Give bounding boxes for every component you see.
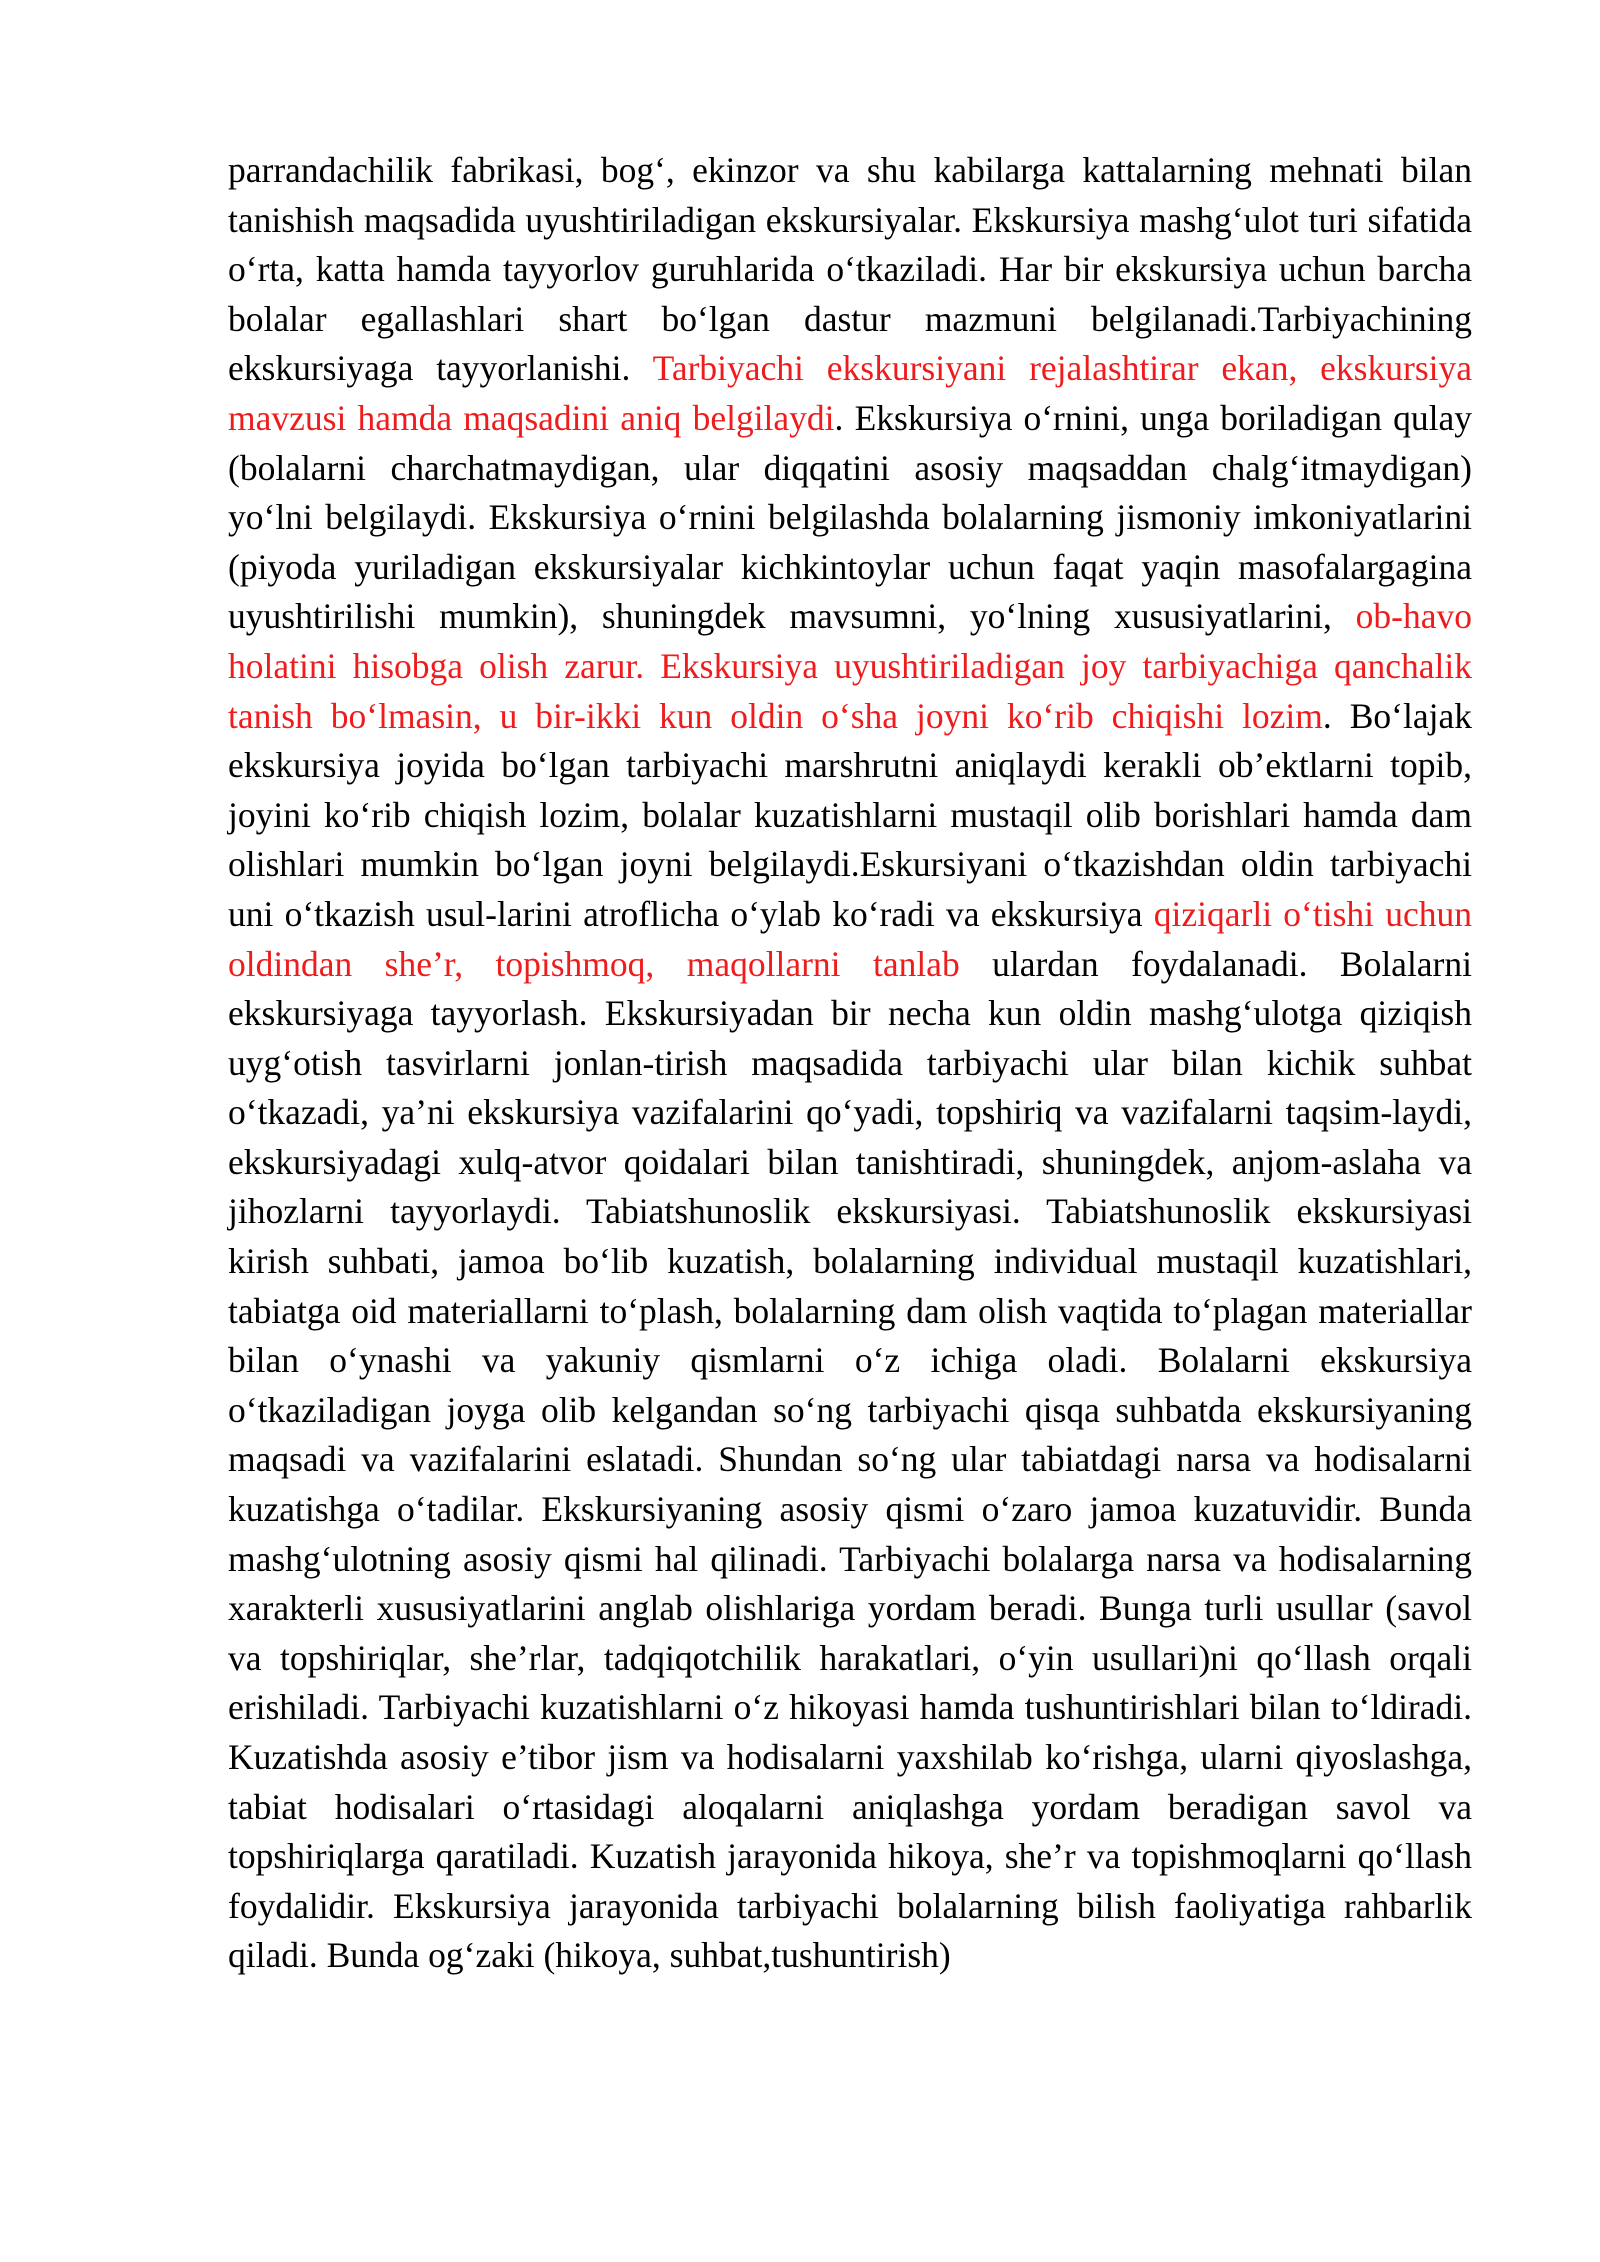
text-segment: ulardan foydalanadi. Bolalarni ekskursiyaga tayyorlash. Ekskursiyadan bir necha kun oldin mashg‘ulotga qiziqish uyg‘otish tasvirlarni jonlan-tirish maqsadida tarbiyachi ular bilan kichik suhbat o‘tkazadi, ya’ni ekskursiya vazifalarini qo‘yadi, topshiriq va vazifalarni taqsim-laydi, ekskursiyadagi xulq-atvor qoidalari bilan tanishtiradi, shuningdek, anjom-aslaha va jihozlarni tayyorlaydi. Tabiatshunoslik ekskursiyasi. Tabiatshunoslik ekskursiyasi kirish suhbati, jamoa bo‘lib kuzatish, bolalarning individual mustaqil kuzatishlari, tabiatga oid materiallarni to‘plash, bolalarning dam olish vaqtida to‘plagan materiallar bilan o‘ynashi va yakuniy qismlarni o‘z ichiga oladi. Bolalarni ekskursiya o‘tkaziladigan joyga olib kelgandan so‘ng tarbiyachi qisqa suhbatda ekskursiyaning maqsadi va vazifalarini eslatadi. Shundan so‘ng ular tabiatdagi narsa va hodisalarni kuzatishga o‘tadilar. Ekskursiyaning asosiy qismi o‘zaro jamoa kuzatuvidir. Bunda mashg‘ulotning asosiy qismi hal qilinadi. Tarbiyachi bolalarga narsa va hodisalarning xarakterli xususiyatlarini anglab olishlariga yordam beradi. Bunga turli usullar (savol va topshiriqlar, she’rlar, tadqiqotchilik harakatlari, o‘yin usullari)ni qo‘llash orqali erishiladi. Tarbiyachi kuzatishlarni o‘z hikoyasi hamda tushuntirishlari bilan to‘ldiradi. Kuzatishda asosiy e’tibor jism va hodisalarni yaxshilab ko‘rishga, ularni qiyoslashga, tabiat hodisalari o‘rtasidagi aloqalarni aniqlashga yordam beradigan savol va topshiriqlarga qaratiladi. Kuzatish jarayonida hikoya, she’r va topishmoqlarni qo‘llash foydalidir. Ekskursiya jarayonida tarbiyachi bolalarning bilish faoliyatiga rahbarlik qiladi. Bunda og‘zaki (hikoya, suhbat,tushuntirish) xyxy=(228,943,1472,1976)
text-segment: parrandachilik fabrikasi, bog‘, ekinzor va shu kabilarga kattalarning mehnati bilan tanishish maqsadida uyushtiriladigan ekskursiyalar. Ekskursiya mashg‘ulot turi sifatida o‘rta, katta hamda tayyorlov guruhlarida o‘tkaziladi. Har bir ekskursiya uchun barcha bolalar egallashlari shart bo‘lgan dastur mazmuni belgilanadi.Tarbiyachining ekskursiyaga tayyorlanishi. xyxy=(228,150,1472,389)
text-segment: . Bo‘lajak ekskursiya joyida bo‘lgan tarbiyachi marshrutni aniqlaydi kerakli ob’ektlarni topib, joyini ko‘rib chiqish lozim, bolalar kuzatishlarni mustaqil olib borishlari hamda dam olishlari mumkin bo‘lgan joyni belgilaydi.Eskursiyani o‘tkazishdan oldin tarbiyachi uni o‘tkazish usul-larini atroflicha o‘ylab ko‘radi va ekskursiya xyxy=(228,695,1472,934)
highlighted-text-segment: ob-havo holatini hisobga olish zarur. Ekskursiya uyushtiriladigan joy tarbiyachiga qanchalik tanish bo‘lmasin, u bir-ikki kun oldin o‘sha joyni ko‘rib chiqishi lozim xyxy=(228,596,1472,736)
paragraph xyxy=(228,146,1472,1981)
text-segment: . Ekskursiya o‘rnini, unga boriladigan qulay (bolalarni charchatmaydigan, ular diqqatini asosiy maqsaddan chalg‘itmaydigan) yo‘lni belgilaydi. Ekskursiya o‘rnini belgilashda bolalarning jismoniy imkoniyatlarini (piyoda yuriladigan ekskursiyalar kichkintoylar uchun faqat yaqin masofalargagina uyushtirilishi mumkin), shuningdek mavsumni, yo‘lning xususiyatlarini, xyxy=(228,397,1472,637)
highlighted-text-segment: qiziqarli o‘tishi uchun oldindan she’r, topishmoq, maqollarni tanlab xyxy=(228,893,1472,984)
body-text xyxy=(228,146,1472,1981)
highlighted-text-segment: Tarbiyachi ekskursiyani rejalashtirar ekan, ekskursiya mavzusi hamda maqsadini aniq belgilaydi xyxy=(228,348,1472,438)
